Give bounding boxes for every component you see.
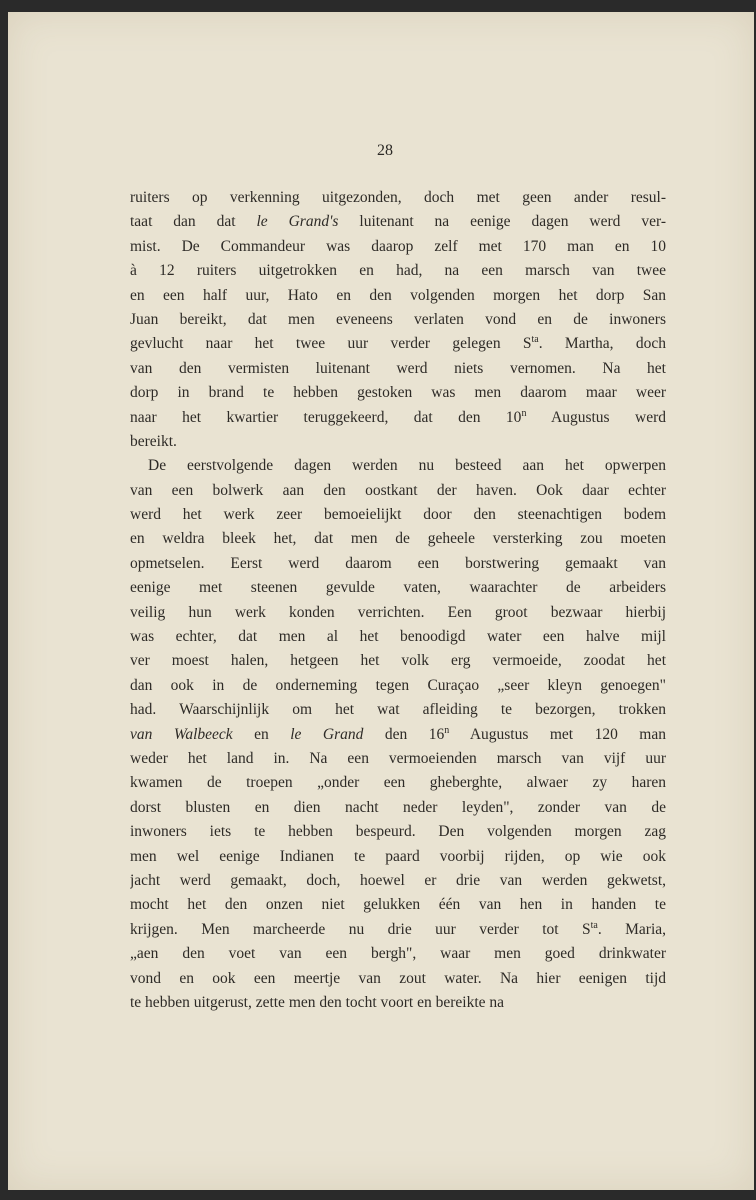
text-run: gevlucht naar het twee uur verder gelegen S: [130, 335, 532, 353]
text-run: n: [444, 724, 450, 736]
text-run: jacht werd gemaakt, doch, hoewel er drie van werden gekwetst,: [130, 871, 666, 889]
text-line: [130, 918, 666, 942]
text-run: ruiters op verkenning uitgezonden, doch met geen ander resul-: [130, 189, 666, 206]
text-run: à 12 ruiters uitgetrokken en had, na een marsch van twee: [130, 262, 666, 280]
text-run: ta: [531, 334, 539, 346]
text-line: [130, 332, 666, 356]
text-run: veilig hun werk konden verrichten. Een groot bezwaar hierbij: [130, 603, 666, 621]
text-line: [130, 503, 666, 527]
text-run: naar het kwartier teruggekeerd, dat den 10: [130, 408, 522, 426]
text-run: opmetselen. Eerst werd daarom een borstwering gemaakt van: [130, 554, 666, 572]
text-line: [130, 235, 666, 259]
text-line: [130, 942, 666, 966]
text-run: Augustus met 120 man: [449, 725, 666, 743]
text-line: [130, 479, 666, 503]
text-line: [130, 649, 666, 673]
text-run: taat dan dat: [130, 213, 257, 231]
text-run: en weldra bleek het, dat men de geheele versterking zou moeten: [130, 530, 666, 548]
text-line: [130, 771, 666, 795]
text-run: n: [521, 407, 527, 419]
book-page: [8, 12, 754, 1190]
text-line: [130, 869, 666, 893]
text-run: werd het werk zeer bemoeielijkt door den steenachtigen bodem: [130, 506, 666, 524]
text-run: De eerstvolgende dagen werden nu besteed aan het opwerpen: [148, 457, 666, 475]
text-line: [130, 723, 666, 747]
text-run: vond en ook een meertje van zout water. Na hier eenigen tijd: [130, 969, 666, 987]
text-run: van een bolwerk aan den oostkant der haven. Ook daar echter: [130, 481, 666, 499]
text-run: luitenant na eenige dagen werd ver-: [338, 213, 666, 231]
text-run: . Maria,: [597, 920, 666, 938]
text-run: men wel eenige Indianen te paard voorbij rijden, op wie ook: [130, 847, 666, 865]
text-run: eenige met steenen gevulde vaten, waarachter de arbeiders: [130, 579, 666, 597]
text-run: den 16: [363, 725, 445, 743]
text-line: [130, 552, 666, 576]
text-line: [130, 186, 666, 210]
text-run: dorst blusten en dien nacht neder leyden", zonder van de: [130, 798, 666, 816]
text-run: krijgen. Men marcheerde nu drie uur verder tot S: [130, 920, 591, 938]
text-run: had. Waarschijnlijk om het wat afleiding te bezorgen, trokken: [130, 701, 666, 719]
text-run: Augustus werd: [526, 408, 666, 426]
text-run: was echter, dat men al het benoodigd water een halve mijl: [130, 628, 666, 646]
text-line: [130, 284, 666, 308]
text-line: [130, 893, 666, 917]
text-line: [130, 991, 666, 1015]
text-line: [130, 747, 666, 771]
text-line: [130, 259, 666, 283]
text-run: van Walbeeck: [130, 725, 233, 743]
text-run: le Grand: [290, 725, 364, 743]
text-run: . Martha, doch: [538, 335, 666, 353]
text-line: [130, 698, 666, 722]
text-line: [130, 454, 666, 478]
text-line: [130, 308, 666, 332]
text-run: mocht het den onzen niet gelukken één van hen in handen te: [130, 896, 666, 914]
text-line: [130, 357, 666, 381]
text-run: mist. De Commandeur was daarop zelf met 170 man en 10: [130, 237, 666, 255]
text-run: dorp in brand te hebben gestoken was men daarom maar weer: [130, 384, 666, 402]
text-run: inwoners iets te hebben bespeurd. Den volgenden morgen zag: [130, 823, 666, 841]
text-run: van den vermisten luitenant werd niets vernomen. Na het: [130, 359, 666, 377]
text-line: [130, 820, 666, 844]
text-run: ta: [590, 919, 598, 931]
text-run: te hebben uitgerust, zette men den tocht voort en bereikte na: [130, 993, 505, 1011]
text-line: [130, 674, 666, 698]
text-run: „aen den voet van een bergh", waar men goed drinkwater: [130, 945, 666, 963]
text-run: bereikt.: [130, 432, 177, 450]
text-line: [130, 601, 666, 625]
text-line: [130, 625, 666, 649]
body-text: [130, 186, 666, 1015]
text-line: [130, 796, 666, 820]
text-run: en: [232, 725, 291, 743]
text-line: [130, 845, 666, 869]
text-line: [130, 406, 666, 430]
text-run: Juan bereikt, dat men eveneens verlaten vond en de inwoners: [130, 310, 666, 328]
text-run: en een half uur, Hato en den volgenden morgen het dorp San: [130, 286, 666, 304]
text-run: dan ook in de onderneming tegen Curaçao „seer kleyn genoegen": [130, 676, 666, 694]
page-number: 28: [377, 142, 393, 159]
text-line: [130, 527, 666, 551]
text-run: kwamen de troepen „onder een gheberghte, alwaer zy haren: [130, 774, 666, 792]
text-line: [130, 430, 666, 454]
text-line: [130, 210, 666, 234]
text-line: [130, 967, 666, 991]
text-line: [130, 381, 666, 405]
text-run: ver moest halen, hetgeen het volk erg vermoeide, zoodat het: [130, 652, 666, 670]
text-run: weder het land in. Na een vermoeienden marsch van vijf uur: [130, 749, 666, 767]
text-run: le Grand's: [256, 213, 339, 231]
text-line: [130, 576, 666, 600]
